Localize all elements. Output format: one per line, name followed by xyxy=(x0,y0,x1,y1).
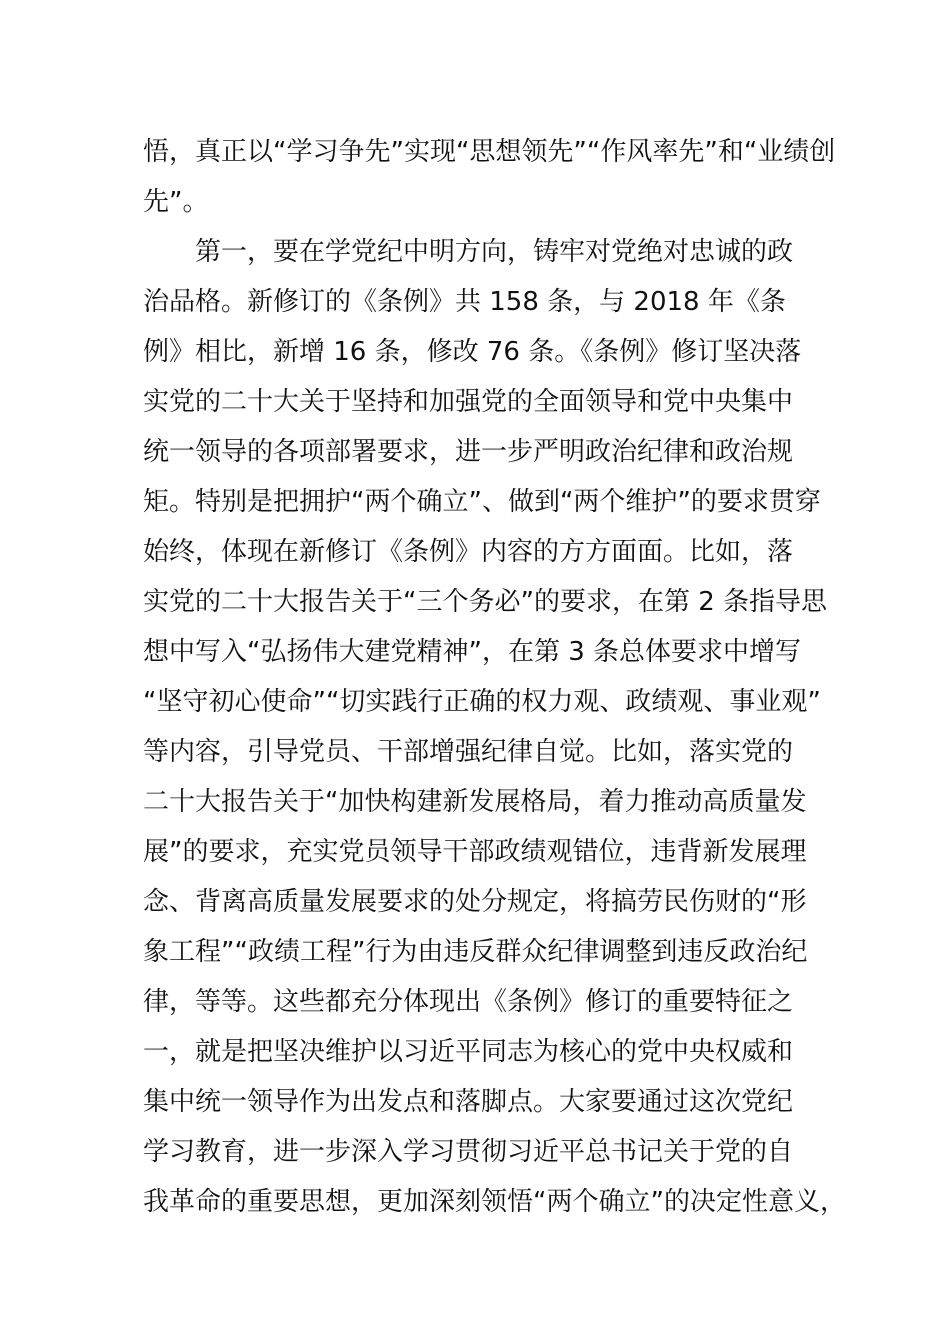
text-line: 始终，体现在新修订《条例》内容的方方面面。比如，落 xyxy=(143,537,794,567)
text-line: 矩。特别是把拥护“两个确立”、做到“两个维护”的要求贯穿 xyxy=(143,487,821,517)
text-line: 一，就是把坚决维护以习近平同志为核心的党中央权威和 xyxy=(143,1037,794,1067)
body-text xyxy=(143,127,846,1227)
text-line: 我革命的重要思想，更加深刻领悟“两个确立”的决定性意义， xyxy=(143,1187,846,1217)
text-line: 实党的二十大报告关于“三个务必”的要求，在第 2 条指导思 xyxy=(143,587,828,617)
text-line: 想中写入“弘扬伟大建党精神”，在第 3 条总体要求中增写 xyxy=(143,637,802,667)
text-line: 等内容，引导党员、干部增强纪律自觉。比如，落实党的 xyxy=(143,737,794,767)
text-line: 律，等等。这些都充分体现出《条例》修订的重要特征之 xyxy=(143,987,794,1017)
text-line: 学习教育，进一步深入学习贯彻习近平总书记关于党的自 xyxy=(143,1137,794,1167)
text-line: 二十大报告关于“加快构建新发展格局，着力推动高质量发 xyxy=(143,787,807,817)
text-line: 先”。 xyxy=(143,187,209,217)
text-line: 集中统一领导作为出发点和落脚点。大家要通过这次党纪 xyxy=(143,1087,794,1117)
text-line: “坚守初心使命”“切实践行正确的权力观、政绩观、事业观” xyxy=(143,687,821,717)
text-line: 统一领导的各项部署要求，进一步严明政治纪律和政治规 xyxy=(143,437,794,467)
text-line: 象工程”“政绩工程”行为由违反群众纪律调整到违反政治纪 xyxy=(143,937,808,967)
text-line: 例》相比，新增 16 条，修改 76 条。《条例》修订坚决落 xyxy=(143,337,802,367)
text-line: 治品格。新修订的《条例》共 158 条，与 2018 年《条 xyxy=(143,287,786,317)
text-line: 展”的要求，充实党员领导干部政绩观错位，违背新发展理 xyxy=(143,837,807,867)
text-line: 悟，真正以“学习争先”实现“思想领先”“作风率先”和“业绩创 xyxy=(143,137,836,167)
paragraph-start-line: 第一，要在学党纪中明方向，铸牢对党绝对忠诚的政 xyxy=(143,237,794,267)
text-line: 实党的二十大关于坚持和加强党的全面领导和党中央集中 xyxy=(143,387,794,417)
text-line: 念、背离高质量发展要求的处分规定，将搞劳民伤财的“形 xyxy=(143,887,807,917)
